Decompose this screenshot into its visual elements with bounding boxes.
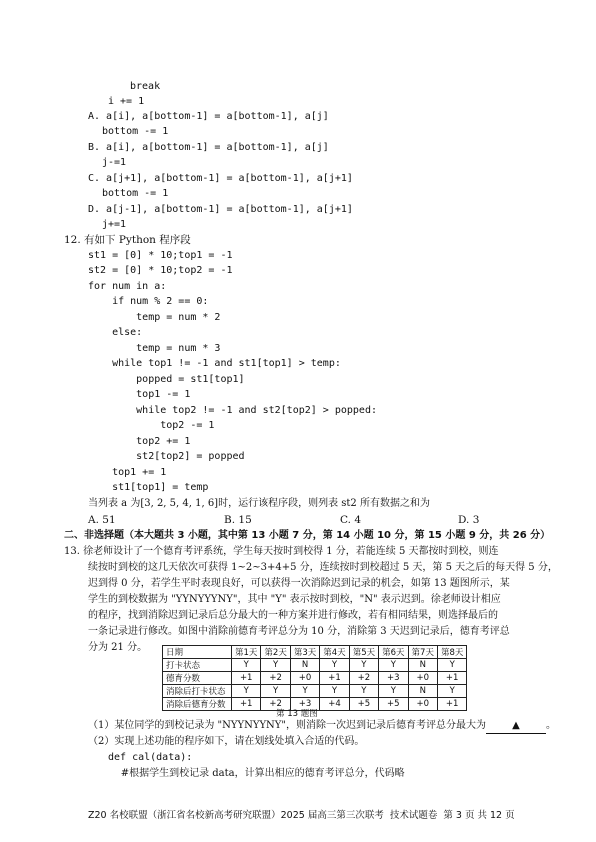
paragraph-line: 迟到得 0 分，若学生平时表现良好，可以获得一次消除迟到记录的机会，如第 13 题图所示，某: [88, 578, 510, 589]
table-cell: Y: [320, 685, 349, 698]
table-cell: Y: [232, 685, 261, 698]
table-cell: +2: [261, 672, 290, 685]
code-line: break: [130, 81, 161, 92]
option-a-line1: A. a[i], a[bottom-1] = a[bottom-1], a[j]: [88, 111, 329, 122]
option-c-line2: bottom -= 1: [102, 188, 169, 199]
table-cell: 德育分数: [163, 672, 232, 685]
table-cell: +2: [261, 698, 290, 711]
table-cell: Y: [437, 685, 466, 698]
figure-caption: 第 13 题图: [276, 709, 318, 719]
table-cell: N: [408, 685, 437, 698]
table-header-row: [163, 646, 467, 659]
option-c: C. 4: [340, 514, 362, 526]
code-line: def cal(data):: [108, 752, 193, 763]
table-cell: +1: [320, 672, 349, 685]
table-cell: Y: [261, 685, 290, 698]
option-a: A. 51: [88, 514, 116, 526]
table-cell: +0: [408, 698, 437, 711]
table-cell: Y: [320, 659, 349, 672]
code-line: st1[top1] = temp: [88, 482, 209, 493]
code-line: top1 += 1: [88, 467, 167, 478]
code-line: for num in a:: [88, 281, 167, 292]
table-cell: 消除后打卡状态: [163, 685, 232, 698]
table-cell: Y: [349, 685, 378, 698]
table-cell: +1: [437, 672, 466, 685]
paragraph-line: 续按时到校的这几天依次可获得 1~2~3+4+5 分，连续按时到校超过 5 天，第 5 天之后的每天得 5 分，: [88, 562, 558, 573]
table-cell: +5: [379, 698, 408, 711]
table-cell: +1: [232, 698, 261, 711]
code-line: if num % 2 == 0:: [88, 296, 209, 307]
option-d-line2: j+=1: [102, 219, 127, 230]
table-cell: 打卡状态: [163, 659, 232, 672]
code-line: top1 -= 1: [88, 389, 191, 400]
table-cell: 第7天: [408, 646, 437, 659]
code-line: while top2 != -1 and st2[top2] > popped:: [88, 405, 377, 416]
table-cell: +3: [290, 698, 319, 711]
answer-blank[interactable]: ▲: [486, 719, 546, 734]
table-cell: +1: [232, 672, 261, 685]
paragraph-line: 学生的到校数据为 "YYNYYYNY"，其中 "Y" 表示按时到校，"N" 表示迟到。徐老师设计相应: [88, 594, 501, 605]
table-cell: 第4天: [320, 646, 349, 659]
option-c-line1: C. a[j+1], a[bottom-1] = a[bottom-1], a[j+1]: [88, 173, 353, 184]
table-cell: +3: [379, 672, 408, 685]
paragraph-line: 13. 徐老师设计了一个德育考评系统，学生每天按时到校得 1 分，若能连续 5 天都按时到校，则连: [64, 546, 499, 557]
table-cell: Y: [349, 659, 378, 672]
table-cell: +5: [349, 698, 378, 711]
option-d: D. 3: [458, 514, 480, 526]
table-cell: +2: [349, 672, 378, 685]
table-cell: 第8天: [437, 646, 466, 659]
table-cell: +4: [320, 698, 349, 711]
table-row: [163, 672, 467, 685]
table-cell: Y: [290, 685, 319, 698]
table-cell: 第3天: [290, 646, 319, 659]
code-line: temp = num * 2: [88, 312, 221, 323]
code-line: st2[top2] = popped: [88, 451, 245, 462]
section-title: 二、非选择题（本大题共 3 小题，其中第 13 小题 7 分，第 14 小题 10 分，第 15 小题 9 分，共 26 分）: [64, 530, 551, 541]
table-cell: N: [290, 659, 319, 672]
code-line: temp = num * 3: [88, 343, 221, 354]
table-cell: Y: [379, 659, 408, 672]
code-line: while top1 != -1 and st1[top1] > temp:: [88, 358, 341, 369]
table-cell: +0: [290, 672, 319, 685]
code-line: st1 = [0] * 10;top1 = -1: [88, 250, 233, 261]
table-cell: 第6天: [379, 646, 408, 659]
option-b-line2: j-=1: [102, 157, 127, 168]
table-cell: N: [408, 659, 437, 672]
table-cell: 第1天: [232, 646, 261, 659]
paragraph-line: 分为 21 分。: [88, 642, 148, 653]
table-cell: Y: [379, 685, 408, 698]
attendance-table: [162, 645, 467, 711]
table-cell: Y: [437, 659, 466, 672]
table-cell: Y: [232, 659, 261, 672]
table-cell: +0: [408, 672, 437, 685]
code-comment: #根据学生到校记录 data，计算出相应的德育考评总分，代码略: [108, 768, 405, 779]
table-cell: 日期: [163, 646, 232, 659]
table-row: [163, 685, 467, 698]
question-12-title: 12. 有如下 Python 程序段: [64, 234, 191, 246]
option-a-line2: bottom -= 1: [102, 126, 169, 137]
subquestion-2: （2）实现上述功能的程序如下，请在划线处填入合适的代码。: [88, 736, 365, 747]
page-footer: Z20 名校联盟（浙江省名校新高考研究联盟）2025 届高三第三次联考 技术试题卷 第 3 页 共 12 页: [88, 810, 515, 821]
table-cell: 消除后德育分数: [163, 698, 232, 711]
table-cell: 第5天: [349, 646, 378, 659]
code-line: top2 += 1: [88, 436, 191, 447]
table-cell: +1: [437, 698, 466, 711]
paragraph-line: 的程序，找到消除迟到记录后总分最大的一种方案并进行修改，若有相同结果，则选择最后的: [88, 610, 498, 621]
code-line: popped = st1[top1]: [88, 374, 245, 385]
table-row: [163, 659, 467, 672]
paragraph-line: 一条记录进行修改。如图中消除前德育考评总分为 10 分，消除第 3 天迟到记录后，德育考评总: [88, 626, 510, 637]
subquestion-1: [88, 719, 556, 734]
subquestion-1-text: （1）某位同学的到校记录为 "NYYNYYNY"，则消除一次迟到记录后德育考评总分最大为: [88, 720, 486, 731]
code-line: i += 1: [108, 96, 145, 107]
subquestion-1-end: 。: [546, 720, 556, 731]
code-line: else:: [88, 327, 143, 338]
question-12-prompt: 当列表 a 为[3, 2, 5, 4, 1, 6]时，运行该程序段，则列表 st2 所有数据之和为: [88, 498, 430, 509]
option-b: B. 15: [224, 514, 252, 526]
code-line: st2 = [0] * 10;top2 = -1: [88, 265, 233, 276]
table-cell: 第2天: [261, 646, 290, 659]
code-line: top2 -= 1: [88, 420, 215, 431]
option-b-line1: B. a[i], a[bottom-1] = a[bottom-1], a[j]: [88, 142, 329, 153]
table-cell: Y: [261, 659, 290, 672]
option-d-line1: D. a[j-1], a[bottom-1] = a[bottom-1], a[j+1]: [88, 204, 353, 215]
